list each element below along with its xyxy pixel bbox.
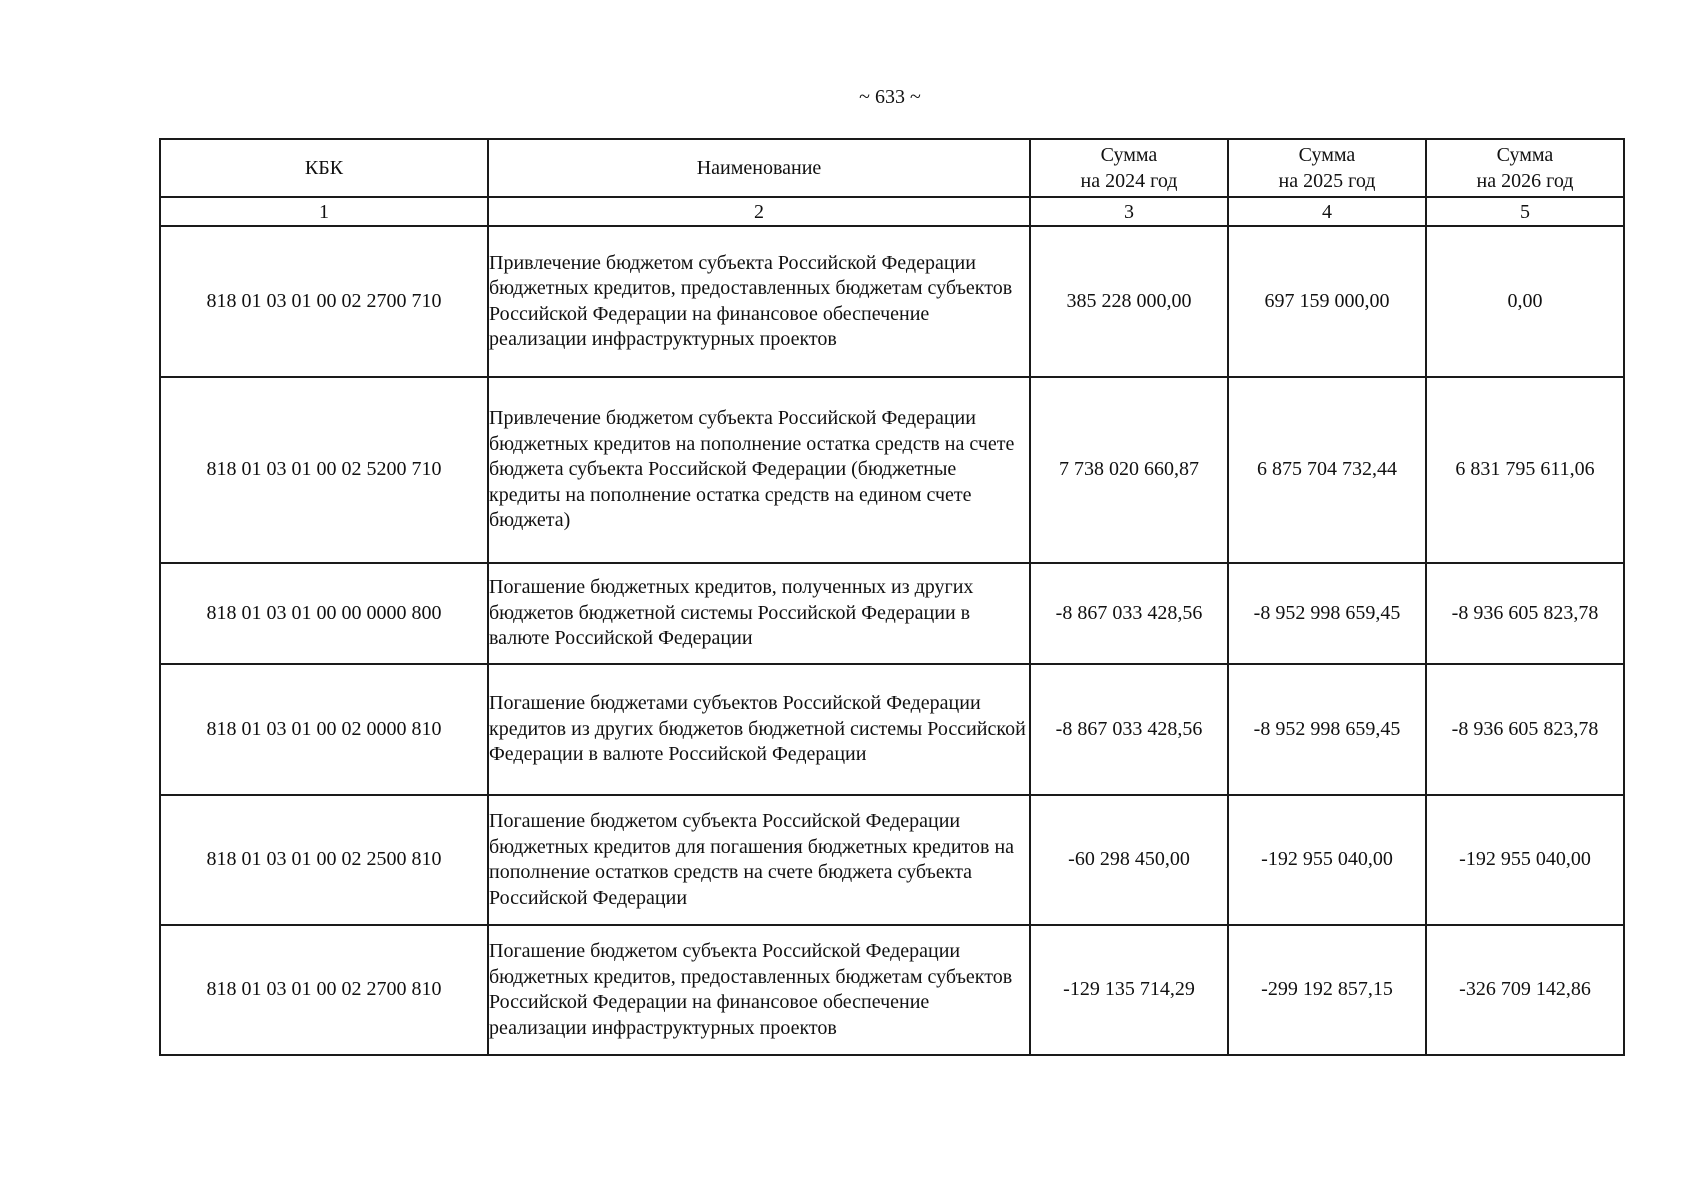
kbk-cell: 818 01 03 01 00 02 2700 810 xyxy=(160,925,488,1055)
sum-2024-cell: -8 867 033 428,56 xyxy=(1030,563,1228,664)
sum-2025-cell: -8 952 998 659,45 xyxy=(1228,563,1426,664)
sum-2026-cell: -8 936 605 823,78 xyxy=(1426,664,1624,795)
kbk-cell: 818 01 03 01 00 02 0000 810 xyxy=(160,664,488,795)
sum-2024-cell: -8 867 033 428,56 xyxy=(1030,664,1228,795)
kbk-cell: 818 01 03 01 00 00 0000 800 xyxy=(160,563,488,664)
page-number: ~ 633 ~ xyxy=(859,86,921,108)
sum-2024-cell: -129 135 714,29 xyxy=(1030,925,1228,1055)
table-row xyxy=(160,563,1624,664)
sum-2026-cell: -8 936 605 823,78 xyxy=(1426,563,1624,664)
table-row xyxy=(160,664,1624,795)
sum-2024-cell: 7 738 020 660,87 xyxy=(1030,377,1228,563)
sum-2025-cell: 697 159 000,00 xyxy=(1228,226,1426,377)
sum-2026-cell: 6 831 795 611,06 xyxy=(1426,377,1624,563)
column-number: 3 xyxy=(1030,197,1228,226)
table-row xyxy=(160,377,1624,563)
kbk-cell: 818 01 03 01 00 02 5200 710 xyxy=(160,377,488,563)
column-number-row xyxy=(160,197,1624,226)
table-row xyxy=(160,925,1624,1055)
header-sum-2024: Сумма на 2024 год xyxy=(1030,139,1228,197)
sum-2025-cell: 6 875 704 732,44 xyxy=(1228,377,1426,563)
header-row xyxy=(160,139,1624,197)
sum-2024-cell: -60 298 450,00 xyxy=(1030,795,1228,925)
column-number: 1 xyxy=(160,197,488,226)
name-cell: Погашение бюджетами субъектов Российской Федерации кредитов из других бюджетов бюджетной системы Российской Федерации в валюте Российской Федерации xyxy=(488,664,1030,795)
sum-2026-cell: 0,00 xyxy=(1426,226,1624,377)
sum-2025-cell: -299 192 857,15 xyxy=(1228,925,1426,1055)
header-sum-2025: Сумма на 2025 год xyxy=(1228,139,1426,197)
kbk-cell: 818 01 03 01 00 02 2700 710 xyxy=(160,226,488,377)
name-cell: Привлечение бюджетом субъекта Российской Федерации бюджетных кредитов на пополнение остатка средств на счете бюджета субъекта Российской Федерации (бюджетные кредиты на пополнение остатка средств на едином счете бюджета) xyxy=(488,377,1030,563)
sum-2026-cell: -326 709 142,86 xyxy=(1426,925,1624,1055)
table-row xyxy=(160,226,1624,377)
budget-sources-table xyxy=(159,138,1625,1056)
name-cell: Погашение бюджетом субъекта Российской Федерации бюджетных кредитов для погашения бюджетных кредитов на пополнение остатков средств на счете бюджета субъекта Российской Федерации xyxy=(488,795,1030,925)
name-cell: Погашение бюджетом субъекта Российской Федерации бюджетных кредитов, предоставленных бюджетам субъектов Российской Федерации на финансовое обеспечение реализации инфраструктурных проектов xyxy=(488,925,1030,1055)
sum-2024-cell: 385 228 000,00 xyxy=(1030,226,1228,377)
column-number: 5 xyxy=(1426,197,1624,226)
sum-2026-cell: -192 955 040,00 xyxy=(1426,795,1624,925)
header-sum-2026: Сумма на 2026 год xyxy=(1426,139,1624,197)
name-cell: Погашение бюджетных кредитов, полученных из других бюджетов бюджетной системы Российской Федерации в валюте Российской Федерации xyxy=(488,563,1030,664)
sum-2025-cell: -192 955 040,00 xyxy=(1228,795,1426,925)
header-kbk: КБК xyxy=(160,139,488,197)
name-cell: Привлечение бюджетом субъекта Российской Федерации бюджетных кредитов, предоставленных бюджетам субъектов Российской Федерации на финансовое обеспечение реализации инфраструктурных проектов xyxy=(488,226,1030,377)
column-number: 2 xyxy=(488,197,1030,226)
kbk-cell: 818 01 03 01 00 02 2500 810 xyxy=(160,795,488,925)
header-name: Наименование xyxy=(488,139,1030,197)
table-row xyxy=(160,795,1624,925)
sum-2025-cell: -8 952 998 659,45 xyxy=(1228,664,1426,795)
column-number: 4 xyxy=(1228,197,1426,226)
